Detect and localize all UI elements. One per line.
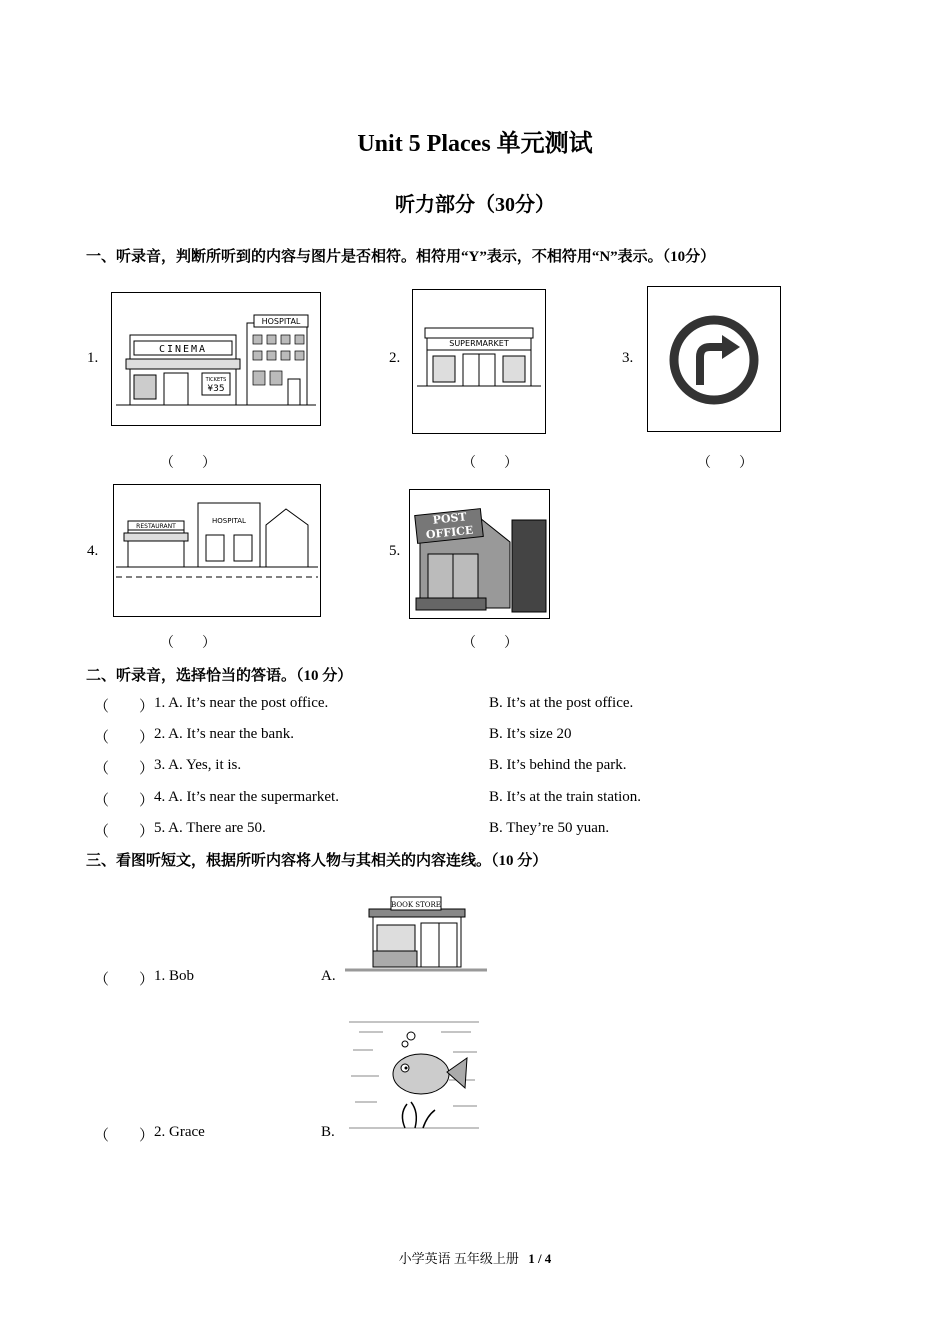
item-number: 1. — [87, 350, 99, 366]
answer-blank[interactable]: （ ） — [160, 456, 216, 471]
supermarket-picture — [412, 289, 546, 434]
option-a: 4. A. It’s near the supermarket. — [154, 789, 339, 805]
option-a: 1. A. It’s near the post office. — [154, 695, 329, 711]
item-number: 2. — [389, 350, 401, 366]
listening-section-title: 听力部分（30分） — [395, 194, 555, 216]
footer-text: 小学英语 五年级上册 — [398, 1251, 519, 1266]
match-row — [94, 968, 894, 990]
person-name: 2. Grace — [154, 1124, 205, 1140]
cinema-sign-text: CINEMA — [158, 344, 208, 355]
tickets-sign-text: TICKETS — [205, 377, 227, 383]
item-number: 3. — [622, 350, 634, 366]
part3-heading: 三、看图听短文，根据所听内容将人物与其相关的内容连线。（10 分） — [86, 853, 548, 869]
answer-blank[interactable]: （ ） — [94, 730, 155, 746]
ticket-price-text: ¥35 — [207, 384, 225, 394]
match-row — [94, 1124, 894, 1146]
question-row — [94, 820, 894, 842]
fish-picture — [349, 1018, 479, 1132]
bookstore-sign-text: BOOK STORE — [391, 901, 441, 909]
answer-blank[interactable]: （ ） — [697, 456, 753, 471]
option-letter: B. — [321, 1124, 335, 1140]
answer-blank[interactable]: （ ） — [94, 1128, 155, 1144]
hospital-sign-text: HOSPITAL — [212, 517, 246, 525]
person-name: 1. Bob — [154, 968, 195, 984]
answer-blank[interactable]: （ ） — [94, 824, 155, 840]
answer-blank[interactable]: （ ） — [94, 761, 155, 777]
turn-right-sign-picture — [647, 286, 781, 432]
fish-icon — [349, 1018, 479, 1132]
item-number: 5. — [389, 543, 401, 559]
option-a: 5. A. There are 50. — [154, 820, 266, 836]
answer-blank[interactable]: （ ） — [462, 456, 518, 471]
question-row — [94, 789, 894, 811]
question-row — [94, 757, 894, 779]
post-sign-text: POST — [432, 510, 468, 527]
office-sign-text: OFFICE — [425, 523, 474, 542]
page-title: Unit 5 Places 单元测试 — [357, 131, 593, 157]
option-b: B. They’re 50 yuan. — [489, 820, 610, 836]
answer-blank[interactable]: （ ） — [160, 636, 216, 651]
option-b: B. It’s size 20 — [489, 726, 572, 742]
turn-right-icon — [648, 287, 780, 431]
option-b: B. It’s at the post office. — [489, 695, 634, 711]
option-letter: A. — [321, 968, 336, 984]
option-a: 3. A. Yes, it is. — [154, 757, 242, 773]
option-b: B. It’s at the train station. — [489, 789, 642, 805]
bookstore-picture — [345, 893, 487, 977]
street-picture — [113, 484, 321, 617]
option-a: 2. A. It’s near the bank. — [154, 726, 294, 742]
hospital-sign-text: HOSPITAL — [261, 317, 301, 326]
answer-blank[interactable]: （ ） — [94, 699, 155, 715]
part2-heading: 二、听录音，选择恰当的答语。（10 分） — [86, 668, 353, 684]
answer-blank[interactable]: （ ） — [94, 793, 155, 809]
post-office-picture — [409, 489, 550, 619]
page-footer — [0, 1248, 950, 1267]
cinema-hospital-picture — [111, 292, 321, 426]
supermarket-sign-text: SUPERMARKET — [449, 339, 509, 348]
answer-blank[interactable]: （ ） — [462, 636, 518, 651]
question-row — [94, 726, 894, 748]
option-b: B. It’s behind the park. — [489, 757, 627, 773]
restaurant-sign-text: RESTAURANT — [136, 523, 176, 530]
answer-blank[interactable]: （ ） — [94, 972, 155, 988]
part1-heading: 一、听录音，判断所听到的内容与图片是否相符。相符用“Y”表示，不相符用“N”表示。（10分） — [86, 249, 716, 265]
page-number: 1 / 4 — [528, 1251, 552, 1266]
question-row — [94, 695, 894, 717]
item-number: 4. — [87, 543, 99, 559]
